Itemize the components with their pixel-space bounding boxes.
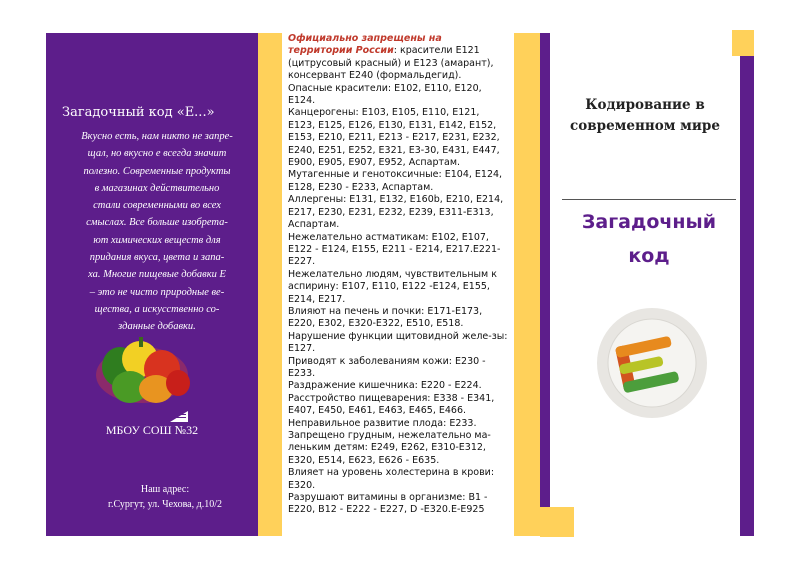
body-line: ют химических веществ для	[93, 234, 221, 246]
text-line: Нежелательно астматикам: Е102, Е107, Е122 - Е124, Е155, Е211 - Е214, Е217.Е221-Е227.	[288, 231, 501, 268]
text-line: Влияет на уровень холестерина в крови: Е320.	[288, 467, 495, 491]
body-line: полезно. Современные продукты	[83, 165, 231, 177]
peppers-photo	[92, 329, 192, 409]
right-yellow-corner-bottom	[540, 507, 574, 537]
text-line: Нежелательно людям, чувствительным к аспирину: Е107, Е110, Е122 -Е124, Е155, Е214, Е217.	[288, 268, 497, 305]
first-paragraph	[288, 33, 508, 83]
right-purple-bar-right	[740, 33, 754, 536]
body-line: придания вкуса, цвета и запа-	[89, 252, 225, 264]
body-line: в магазинах действительно	[94, 182, 220, 194]
text-line: Запрещено грудным, нежелательно ма-леньким детям: Е249, Е262, Е310-Е312, Е320, Е514, Е623, Е626 - Е635.	[288, 430, 491, 466]
text-line: Расстройство пищеварения: Е338 - Е341, Е407, Е450, Е461, Е463, Е465, Е466.	[288, 392, 495, 417]
body-line: щества, а искусственно со-	[94, 303, 220, 315]
text-line: : красители Е121 (цитрусовый красный) и Е123 (амарант), консервант Е240 (формальдегид).	[288, 45, 494, 82]
body-line: зданные добавки.	[118, 321, 196, 333]
body-line: стали современными во всех	[93, 200, 221, 212]
yellow-stripe-left	[258, 33, 282, 536]
highlight-text: Официально запрещены на территории России	[288, 33, 442, 57]
right-purple-bar-left	[540, 33, 550, 536]
body-line: Вкусно есть, нам никто не запре-	[81, 131, 233, 142]
right-title: Загадочный код	[581, 211, 717, 267]
text-line: Раздражение кишечника: Е220 - Е224.	[288, 380, 482, 392]
divider	[562, 199, 736, 200]
text-line: Канцерогены: Е103, Е105, Е110, Е121, Е123, Е125, Е126, Е130, Е131, Е142, Е152, Е153, Е210, Е211, Е213 - Е217, Е231, Е232, Е240, Е251, Е252, Е321, Е3-30, Е431, Е447, Е900, Е905, Е907, Е952, Аспартам.	[288, 107, 500, 169]
plate-with-e-letter	[595, 306, 710, 421]
body-line: щал, но вкусно е всегда значит	[87, 148, 227, 160]
address-label: Наш адрес:	[140, 484, 190, 495]
left-body-text	[62, 128, 252, 336]
yellow-stripe-right	[514, 33, 540, 536]
body-line: – это не чисто природные ве-	[89, 286, 225, 298]
right-yellow-corner-top	[732, 30, 754, 56]
text-line: Нарушение функции щитовидной желе-зы: Е127.	[288, 330, 508, 355]
text-line: Аллергены: Е131, Е132, Е160b, Е210, Е214, Е217, Е230, Е231, Е232, Е239, Е311-Е313, Аспартам.	[288, 194, 504, 231]
body-line: ха. Многие пищевые добавки Е	[88, 269, 226, 281]
right-subtitle: Кодирование в современном мире	[570, 97, 720, 134]
left-panel	[46, 33, 258, 536]
text-line: Приводят к заболеваниям кожи: Е230 - Е233.	[288, 355, 486, 379]
text-line: Опасные красители: Е102, Е110, Е120, Е124.	[288, 82, 482, 107]
address: г.Сургут, ул. Чехова, д.10/2	[108, 499, 222, 510]
body-line: смыслах. Все больше изобрета-	[86, 217, 228, 229]
text-line: Влияют на печень и почки: Е171-Е173, Е220, Е302, Е320-Е322, Е510, Е518.	[288, 305, 483, 330]
school-logo	[168, 409, 190, 423]
text-line: Неправильное развитие плода: Е233.	[288, 417, 477, 429]
text-line: Мутагенные и генотоксичные: Е104, Е124, Е128, Е230 - Е233, Аспартам.	[288, 169, 503, 193]
school-name: МБОУ СОШ №32	[105, 423, 199, 437]
middle-text	[288, 33, 508, 517]
left-title: Загадочный код «Е...»	[62, 105, 215, 120]
text-line: Разрушают витамины в организме: В1 - Е220, В12 - Е222 - Е227, D -Е320.Е-Е925	[288, 492, 488, 516]
